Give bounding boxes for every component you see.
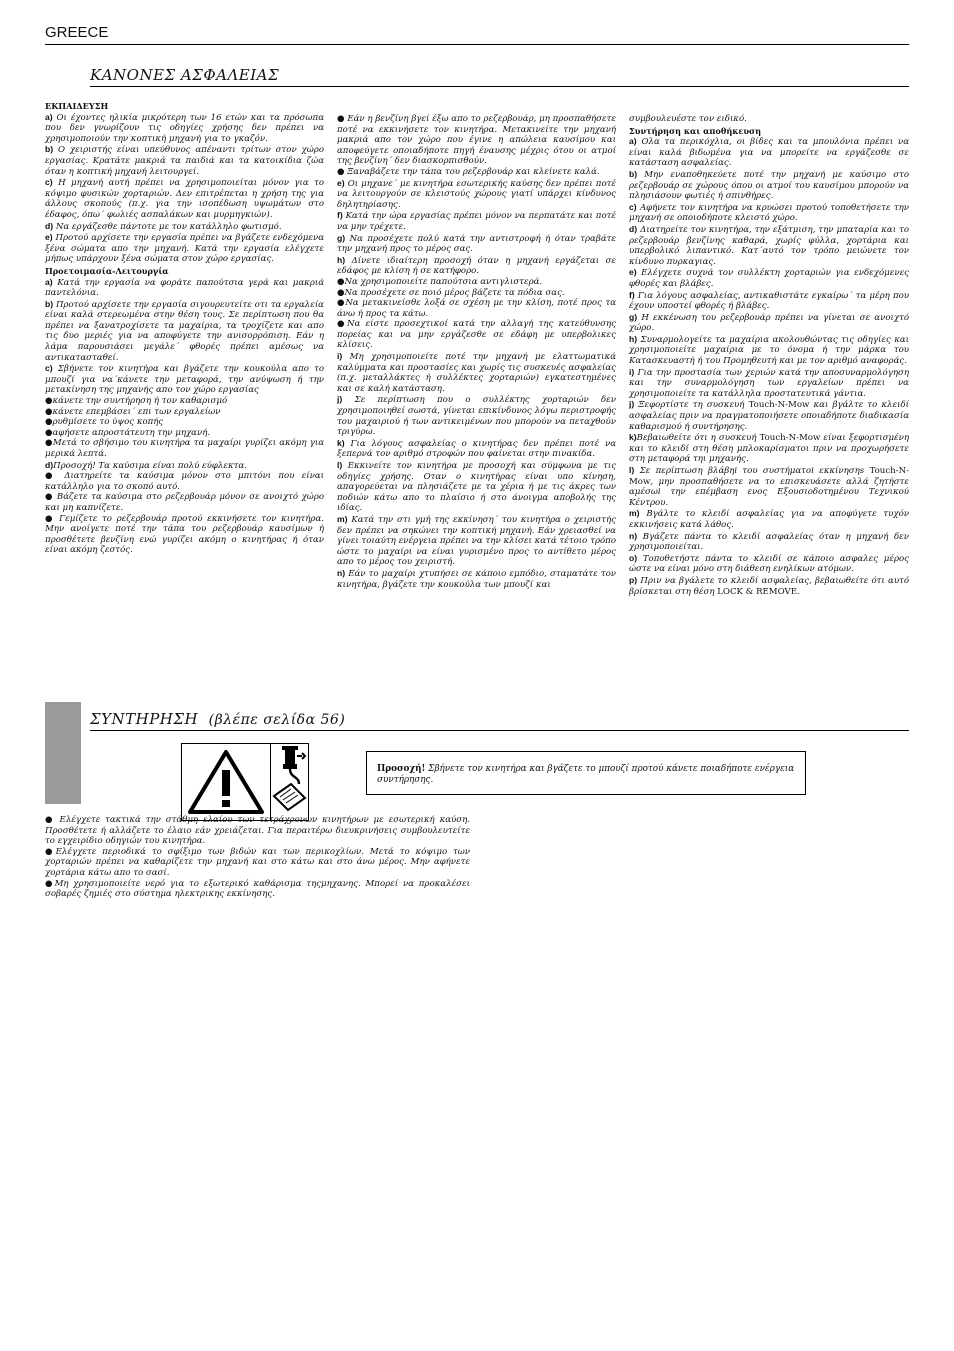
storage-item-d: d) Διατηρείτε τον κινητήρα, την εξάτμιση, την μπαταρία και το ρεζερβουάρ βενζίνης καθαρά, χωρίς φύλλα, χορτάρια και υπερβολικό λιπαντικό. Κατ΄αυτό τον τρόπο μειώνετε τον κίνδυνο πυρκαγιας. [629, 223, 910, 267]
safety-bullet: ● Εάν η βενζίνη βγεί έξω απο το ρεζερβουάρ, μη προσπαθήσετε ποτέ να εκκινήσετε τον κινητήρα. Μετακινείτε την μηχανή μακριά απο τον χώρο που έγινε η απώλεια καυσίμου και αποφεύγετε οποιαδήποτε πηγή έναυσης μέχρις ότου οι ατμοί της βενζίνη΄ δεν διασκορπισθούν. [337, 114, 616, 167]
safety-item-i: i) Μη χρησιμοποιείτε ποτέ την μηχανή με ελαττωματικά καλύμματα και προστασίες και χωρίς τις συσκευές ασφαλείας (π.χ. μεταλλάκτες ή συλλέκτες χορταριών) εγκατεστημένες και σε καλή κατάσταση. [337, 351, 616, 394]
prep-bullet: ● Γεμίζετε το ρεζερβουάρ προτού εκκινήσετε τον κινητήρα. Μην ανοίγετε ποτέ την τάπα του ρεζερβουάρ καυσίμων ή προσθέτετε βενζίνη ενώ γυρίζει ακόμη ο κινητήρας ή όταν είναι ακόμη ζεστός. [45, 513, 325, 556]
training-item-e: e) Προτού αρχίσετε την εργασία πρέπει να βγάζετε ενδεχόμενα ξένα σώματα απο την μηχανή. Κατά την εργασία ελέγχετε μήπως υπάρχουν ξένα σώματα στον χώρο εργασίας. [45, 232, 325, 265]
safety-item-m: m) Κατά την στι γμή της εκκίνηση΄ του κινητήρα ο χειριστής δεν πρέπει να σηκώνει την κοπτική μηχανή. Εάν χρειασθεί να γίνει τοιαύτη ενέργεια πρέπει να την κλίσει κατά τέτοιο τρόπο ώστε το μαχαίρι να είναι γυρισμένο προς το αντίθετο μέρος απο το μέρος του χειριστή. [337, 513, 616, 568]
safety-column-3 [629, 114, 909, 597]
maintenance-rule [90, 730, 909, 731]
storage-item-p: p) Πριν να βγάλετε το κλειδί ασφαλείας, βεβαιωθείτε ότι αυτό βρίσκεται στη θέση LOCK & REMOVE. [629, 574, 909, 597]
maintenance-bullet: ●Μη χρησιμοποιείτε νερό για το εξωτερικό καθάρισμα τηςμηχανης. Μπορεί να προκαλέσει σοβαρές ζημιές στο σύστημα ηλεκτρικης εκκίνησης. [45, 878, 470, 900]
storage-item-g: g) Η εκκένωση του ρεζερβουάρ πρέπει να γίνεται σε ανοιχτό χώρο. [629, 311, 910, 334]
training-item-c: c) Η μηχανή αυτή πρέπει να χρησιμοποιείται μόνον για το κόψιμο φυσικών χορταριών. Δεν επιτρέπεται η χρήση της για άλλους σκοπούς (π.χ. για την ισοπέδωση υψωμάτων στο έδαφος, όπω΄ φωλιές ασπαλάκων και μυρμηγκιών). [45, 177, 324, 220]
safety-item-g: g) Να προσέχετε πολύ κατά την αντιστροφή ή όταν τραβάτε την μηχανή προς το μέρος σας. [337, 232, 616, 255]
storage-item-h: h) Συναρμολογείτε τα μαχαίρια ακολουθώντας τις οδηγίες και χρησιμοποιείτε μαχαίρια με το όνομα ή την μάρκα του Κατασκευαστή ή του Προμηθευτή και με τον αριθμό αναφοράς. [629, 333, 910, 367]
safety-item-l: l) Εκκινείτε τον κινητήρα με προσοχή και σύμφωνα με τις οδηγίες χρήσης. Οταν ο κινητήρας είναι υπο κίνηση, απαγορεύεται να πλησιάζετε με τα χέρια ή με τις άκρες των ποδιών κάτω απο το πλαίσιο ή στο άνοιγμα αποβολής της ιδίας. [337, 460, 617, 514]
training-item-b: b) Ο χειριστής είναι υπεύθυνος απέναντι τρίτων στον χώρο εργασίας. Κρατάτε μακριά τα παιδιά και τα κατοικίδια ζώα όταν η κοπτική μηχανή λειτουργεί. [45, 144, 324, 177]
storage-item-i: i) Για την προστασία των χεριών κατά την αποσυναρμολόγηση και την συναρμολόγηση των εργαλείων πρέπει να χρησιμοποιείτε τα κατάλληλα προστατευτικά γάντια. [629, 366, 909, 399]
storage-item-m: m) Βγάλτε το κλειδί ασφαλείας για να αποφύγετε τυχόν εκκινήσεις κατά λάθος. [629, 508, 909, 530]
training-item-d: d) Να εργάζεσθε πάντοτε με τον κατάλληλο φωτισμό. [45, 220, 282, 232]
training-item-a: a) Οι έχοντες ηλικία μικρότερη των 16 ετών και τα πρόσωπα που δεν γνωρίζουν τις οδηγίες χρήσης δεν πρέπει να χρησιμοποιούν την κοπτική μηχανή για το γκαζόν. [45, 111, 325, 144]
prep-item-a: a) Κατά την εργασία να φοράτε παπούτσια γερά και μακριά παντελόνια. [45, 276, 325, 299]
safety-bullet: ●Να μετακινείσθε λοξά σε σχέση με την κλίση, ποτέ προς τα άνω ή προς τα κάτω. [337, 298, 616, 319]
training-heading: ΕΚΠΑΙΔΕΥΣΗ [45, 101, 109, 111]
storage-item-a: a) Ολα τα περικόχλια, οι βίδες και τα μπουλόνια πρέπει να είναι καλά βιδωμένα για να μπορείτε να εργάζεσθε σε κατάσταση ασφαλείας. [629, 136, 910, 169]
safety-column-1 [45, 100, 324, 556]
safety-bullet: ● Ξαναβάζετε την τάπα του ρεζερβουάρ και κλείνετε καλά. [337, 166, 600, 177]
warning-pictogram-box [181, 743, 309, 821]
storage-item-l: l) Σε περίπτωση βλάβηi του συστήματοi εκκίνησηs Touch-N-Mow, μην προσπαθήσετε να το επισκευάσετε αλλά ζητήστε αμέσωi την επέμβαση ενος Εξουσιοδοτημένου Τεχνικού Κέντρου. [629, 465, 909, 508]
prep-bullet: ●αφήσετε απροστάτευτη την μηχανή. [45, 427, 211, 438]
maintenance-bullet: ●Ελέγχετε περιοδικά το σφίξιμο των βιδών και των περικοχλίων. Μετά το κόψιμο των χορταριών πρέπει να καθαρίζετε την μηχανή και στο κάτω και στο άνω μέρος. Μην αφήνετε χορτάρια κάτω απο το σασί. [45, 846, 470, 878]
safety-item-j: j) Σε περίπτωση που ο συλλέκτης χορταριών δεν χρησιμοποιηθεί σωστά, γίνεται επικίνδυνος λόγω περιστροφής του μαχαιριού ή των αντικειμένων που μπορούν να πεταχθούν τριγύρω. [337, 394, 616, 438]
maintenance-warning: Προσοχή! Σβήνετε τον κινητήρα και βγάζετε το μπουζί προτού κάνετε ποιαδήποτε ενέργεια συντήρησης. [366, 751, 806, 795]
safety-title: ΚΑΝΟΝΕΣ ΑΣΦΑΛΕΙΑΣ [90, 66, 280, 84]
storage-item-f: f) Για λόγους ασφαλείας, αντικαθιστάτε εγκαίρω΄ τα μέρη που έχουν υποστεί φθορές ή βλάβες. [629, 289, 910, 312]
storage-item-k: k)Βεβαιωθείτε ότι η συσκευή Touch-N-Mow είναι ξεφορτισμένη και το κλειδί στη θέση μπλοκαρίσματοι πριν να προχωρήσετε στη μεταφορά τηι μηχανής. [629, 432, 910, 465]
storage-item-n: n) Βγάζετε πάντα το κλειδί ασφαλείας όταν η μηχανή δεν χρησιμοποιείται. [629, 530, 909, 553]
maintenance-tab [45, 702, 81, 804]
warning-triangle-icon [182, 744, 270, 820]
safety-bullet: ●Να είστε προσεχτικοί κατά την αλλαγή της κατεύθυνσης πορείας και να μην εργάζεσθε σε εδάφη με υπερβολικες κλίσεις. [337, 319, 616, 351]
maintenance-title: ΣΥΝΤΗΡΗΣΗ (βλέπε σελίδα 56) [90, 710, 346, 728]
safety-item-e: e) Οι μηχανε΄ με κινητήρα εσωτερικής καύσης δεν πρέπει ποτέ να λειτουργούν σε κλειστούς χώρους γιατί υπάρχει κίνδυνος δηλητηρίασης. [337, 177, 616, 210]
prep-item-d: d)Προσοχή! Τα καύσιμα είναι πολύ εύφλεκτα. [45, 459, 247, 471]
safety-continuation: συμβουλευέστε τον ειδικό. [629, 114, 747, 124]
spark-plug-manual-icon [271, 744, 308, 820]
prep-item-c: c) Σβήνετε τον κινητήρα και βγάζετε την κουκούλα απο το μπουζί για να΄κάνετε την μεταφορά, την ανύψωση ή την μετακίνηση της μηχανής απο τον χώρο εργασίας [45, 363, 325, 396]
safety-item-n: n) Εάν το μαχαίρι χτυπήσει σε κάποιο εμπόδιο, σταματάτε τον κινητήρα, βγάζετε την κουκούλα των μπουζί και [337, 567, 616, 590]
prep-item-b: b) Προτού αρχίσετε την εργασία σιγουρευτείτε οτι τα εργαλεία είναι καλά στερεωμένα στην θέση τους. Σε περίπτωση που θα πρέπει να ξανατροχίσετε τα μαχαίρια, τα τροχίζετε και απο τις δυο μεριές για να αποφύγετε την ανισορρόπιση. Εάν η λάμα παρουσιάσει μεγάλε΄ φθορές πρέπει αμέσως να αντικατασταθεί. [45, 298, 324, 363]
safety-bullet: ●Να χρησιμοποιείτε παπούτσια αντιγλιστερά. [337, 276, 543, 287]
maintenance-column-left [45, 815, 470, 900]
safety-rule [90, 86, 909, 87]
safety-column-2 [337, 114, 616, 590]
prep-bullet: ●κάνετε επεμβάσει΄ επι των εργαλείων [45, 406, 221, 417]
safety-item-k: k) Για λόγους ασφαλείας ο κινητήρας δεν πρέπει ποτέ να ξεπερνά τον αριθμό στροφών που φαίνεται στην πινακίδα. [337, 437, 617, 460]
safety-item-h: h) Δίνετε ιδιαίτερη προσοχή όταν η μηχανή εργάζεται σε εδάφος με κλίση ή σε κατήφορο. [337, 254, 617, 277]
header-rule [45, 44, 909, 45]
prep-bullet: ●ρυθμίσετε το ύψος κοπής [45, 417, 164, 428]
prep-heading: Προετοιμασία-Λειτουργία [45, 265, 169, 276]
storage-item-e: e) Ελέγχετε συχνά τον συλλέκτη χορταριών για ενδεχόμενες φθορές και βλάβες. [629, 267, 909, 289]
maintenance-bullet: ● Ελέγχετε τακτικά την στάθμη ελαίου των τετράχρονων κινητήρων με εσωτερική καύση. Προσθέτετε ή αλλάζετε το έλαιο εάν χρειάζεται. Για περαιτέρω διευκρινήσεις συμβουλευτείτε το εγχειρίδιο οδηγιών του κινητήρα. [45, 815, 470, 847]
storage-item-c: c) Αφήνετε τον κινητήρα να κρυώσει προτού τοποθετήσετε την μηχανή σε οποιοδήποτε κλειστό χώρο. [629, 201, 909, 224]
storage-item-j: j) Ξεφορτίστε τη συσκευή Touch-N-Mow και βγάλτε το κλειδί ασφαλείας πριν να πραγματοποιήσετε οποιαδήποτε διαδικασία καθαρισμού ή συντήρησης. [629, 399, 910, 432]
prep-bullet: ● Διατηρείτε τα καύσιμα μόνον στο μπιτόνι που είναι κατάλληλο για το σκοπό αυτό. [45, 471, 325, 492]
storage-item-o: o) Τοποθετήστε πάντα το κλειδί σε κάποιο ασφαλες μέρος ώστε να είναι μόνο στη διάθεση ενηλίκων ατόμων. [629, 552, 909, 575]
safety-item-f: f) Κατά την ώρα εργασίας πρέπει μόνον να περπατάτε και ποτέ να μην τρέχετε. [337, 210, 616, 232]
country-label: GREECE [45, 24, 109, 41]
prep-bullet: ● Βάζετε τα καύσιμα στο ρεζερβουάρ μόνον σε ανοιχτό χώρο και μη καπνίζετε. [45, 492, 325, 513]
prep-bullet: ●κάνετε την συντήρηση ή τον καθαρισμό [45, 396, 228, 407]
safety-bullet: ●Να προσέχετε σε ποιό μέρος βάζετε τα πόδια σας. [337, 287, 565, 298]
storage-item-b: b) Μην εναποθηκεύετε ποτέ την μηχανή με καύσιμο στο ρεζερβουάρ σε χώρους όπου οι ατμοί του καυσίμου μπορούν να πλησιάσουν φωτιές ή σπινθήρες. [629, 168, 910, 202]
prep-bullet: ●Μετά το σβήσιμο του κινητήρα τα μαχαίρι γυρίζει ακόμη για μερικά λεπτά. [45, 438, 325, 459]
maintenance-storage-heading: Συντήρηση και αποθήκευση [629, 125, 762, 136]
